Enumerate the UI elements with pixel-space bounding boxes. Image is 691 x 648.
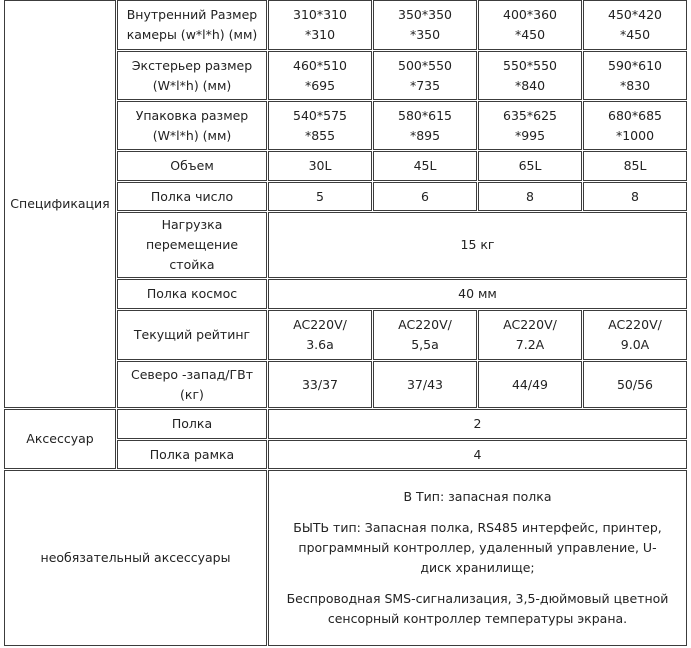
optional-note-1: В Тип: запасная полка: [403, 489, 552, 504]
inner-size-65l: 400*360 *450: [478, 0, 582, 50]
accessory-shelf-value: 2: [268, 409, 687, 439]
shelf-space-label: Полка космос: [117, 279, 267, 309]
volume-65l: 65L: [478, 151, 582, 181]
weight-30l: 33/37: [268, 361, 372, 408]
spec-group-label: Спецификация: [4, 0, 116, 408]
volume-45l: 45L: [373, 151, 477, 181]
shelf-count-65l: 8: [478, 182, 582, 211]
inner-size-label: Внутренний Размер камеры (w*l*h) (мм): [117, 0, 267, 50]
exterior-size-85l: 590*610 *830: [583, 51, 687, 100]
inner-size-85l: 450*420 *450: [583, 0, 687, 50]
rating-30l: AC220V/ 3.6a: [268, 310, 372, 360]
volume-label: Объем: [117, 151, 267, 181]
shelf-count-label: Полка число: [117, 182, 267, 211]
package-size-30l: 540*575 *855: [268, 101, 372, 150]
volume-85l: 85L: [583, 151, 687, 181]
weight-45l: 37/43: [373, 361, 477, 408]
package-size-label: Упаковка размер (W*l*h) (мм): [117, 101, 267, 150]
weight-label: Северо -запад/ГВт (кг): [117, 361, 267, 408]
accessory-shelf-frame-value: 4: [268, 440, 687, 469]
shelf-count-45l: 6: [373, 182, 477, 211]
weight-85l: 50/56: [583, 361, 687, 408]
package-size-45l: 580*615 *895: [373, 101, 477, 150]
weight-65l: 44/49: [478, 361, 582, 408]
exterior-size-45l: 500*550 *735: [373, 51, 477, 100]
exterior-size-65l: 550*550 *840: [478, 51, 582, 100]
shelf-count-85l: 8: [583, 182, 687, 211]
optional-note-3: Беспроводная SMS-сигнализация, 3,5-дюймовый цветной сенсорный контроллер температуры экрана.: [286, 591, 669, 626]
exterior-size-30l: 460*510 *695: [268, 51, 372, 100]
package-size-85l: 680*685 *1000: [583, 101, 687, 150]
rating-65l: AC220V/ 7.2A: [478, 310, 582, 360]
exterior-size-label: Экстерьер размер (W*l*h) (мм): [117, 51, 267, 100]
optional-accessories-notes: [268, 470, 687, 646]
load-label: Нагрузка перемещение стойка: [117, 212, 267, 278]
accessory-shelf-label: Полка: [117, 409, 267, 439]
accessory-group-label: Аксессуар: [4, 409, 116, 469]
package-size-65l: 635*625 *995: [478, 101, 582, 150]
inner-size-45l: 350*350 *350: [373, 0, 477, 50]
rating-45l: AC220V/ 5,5a: [373, 310, 477, 360]
inner-size-30l: 310*310 *310: [268, 0, 372, 50]
volume-30l: 30L: [268, 151, 372, 181]
rating-85l: AC220V/ 9.0A: [583, 310, 687, 360]
load-value: 15 кг: [268, 212, 687, 278]
shelf-space-value: 40 мм: [268, 279, 687, 309]
rating-label: Текущий рейтинг: [117, 310, 267, 360]
accessory-shelf-frame-label: Полка рамка: [117, 440, 267, 469]
shelf-count-30l: 5: [268, 182, 372, 211]
optional-accessories-label: необязательный аксессуары: [4, 470, 267, 646]
optional-note-2: БЫТЬ тип: Запасная полка, RS485 интерфейс, принтер, программный контроллер, удаленный управление, U-диск хранилище;: [293, 520, 662, 575]
